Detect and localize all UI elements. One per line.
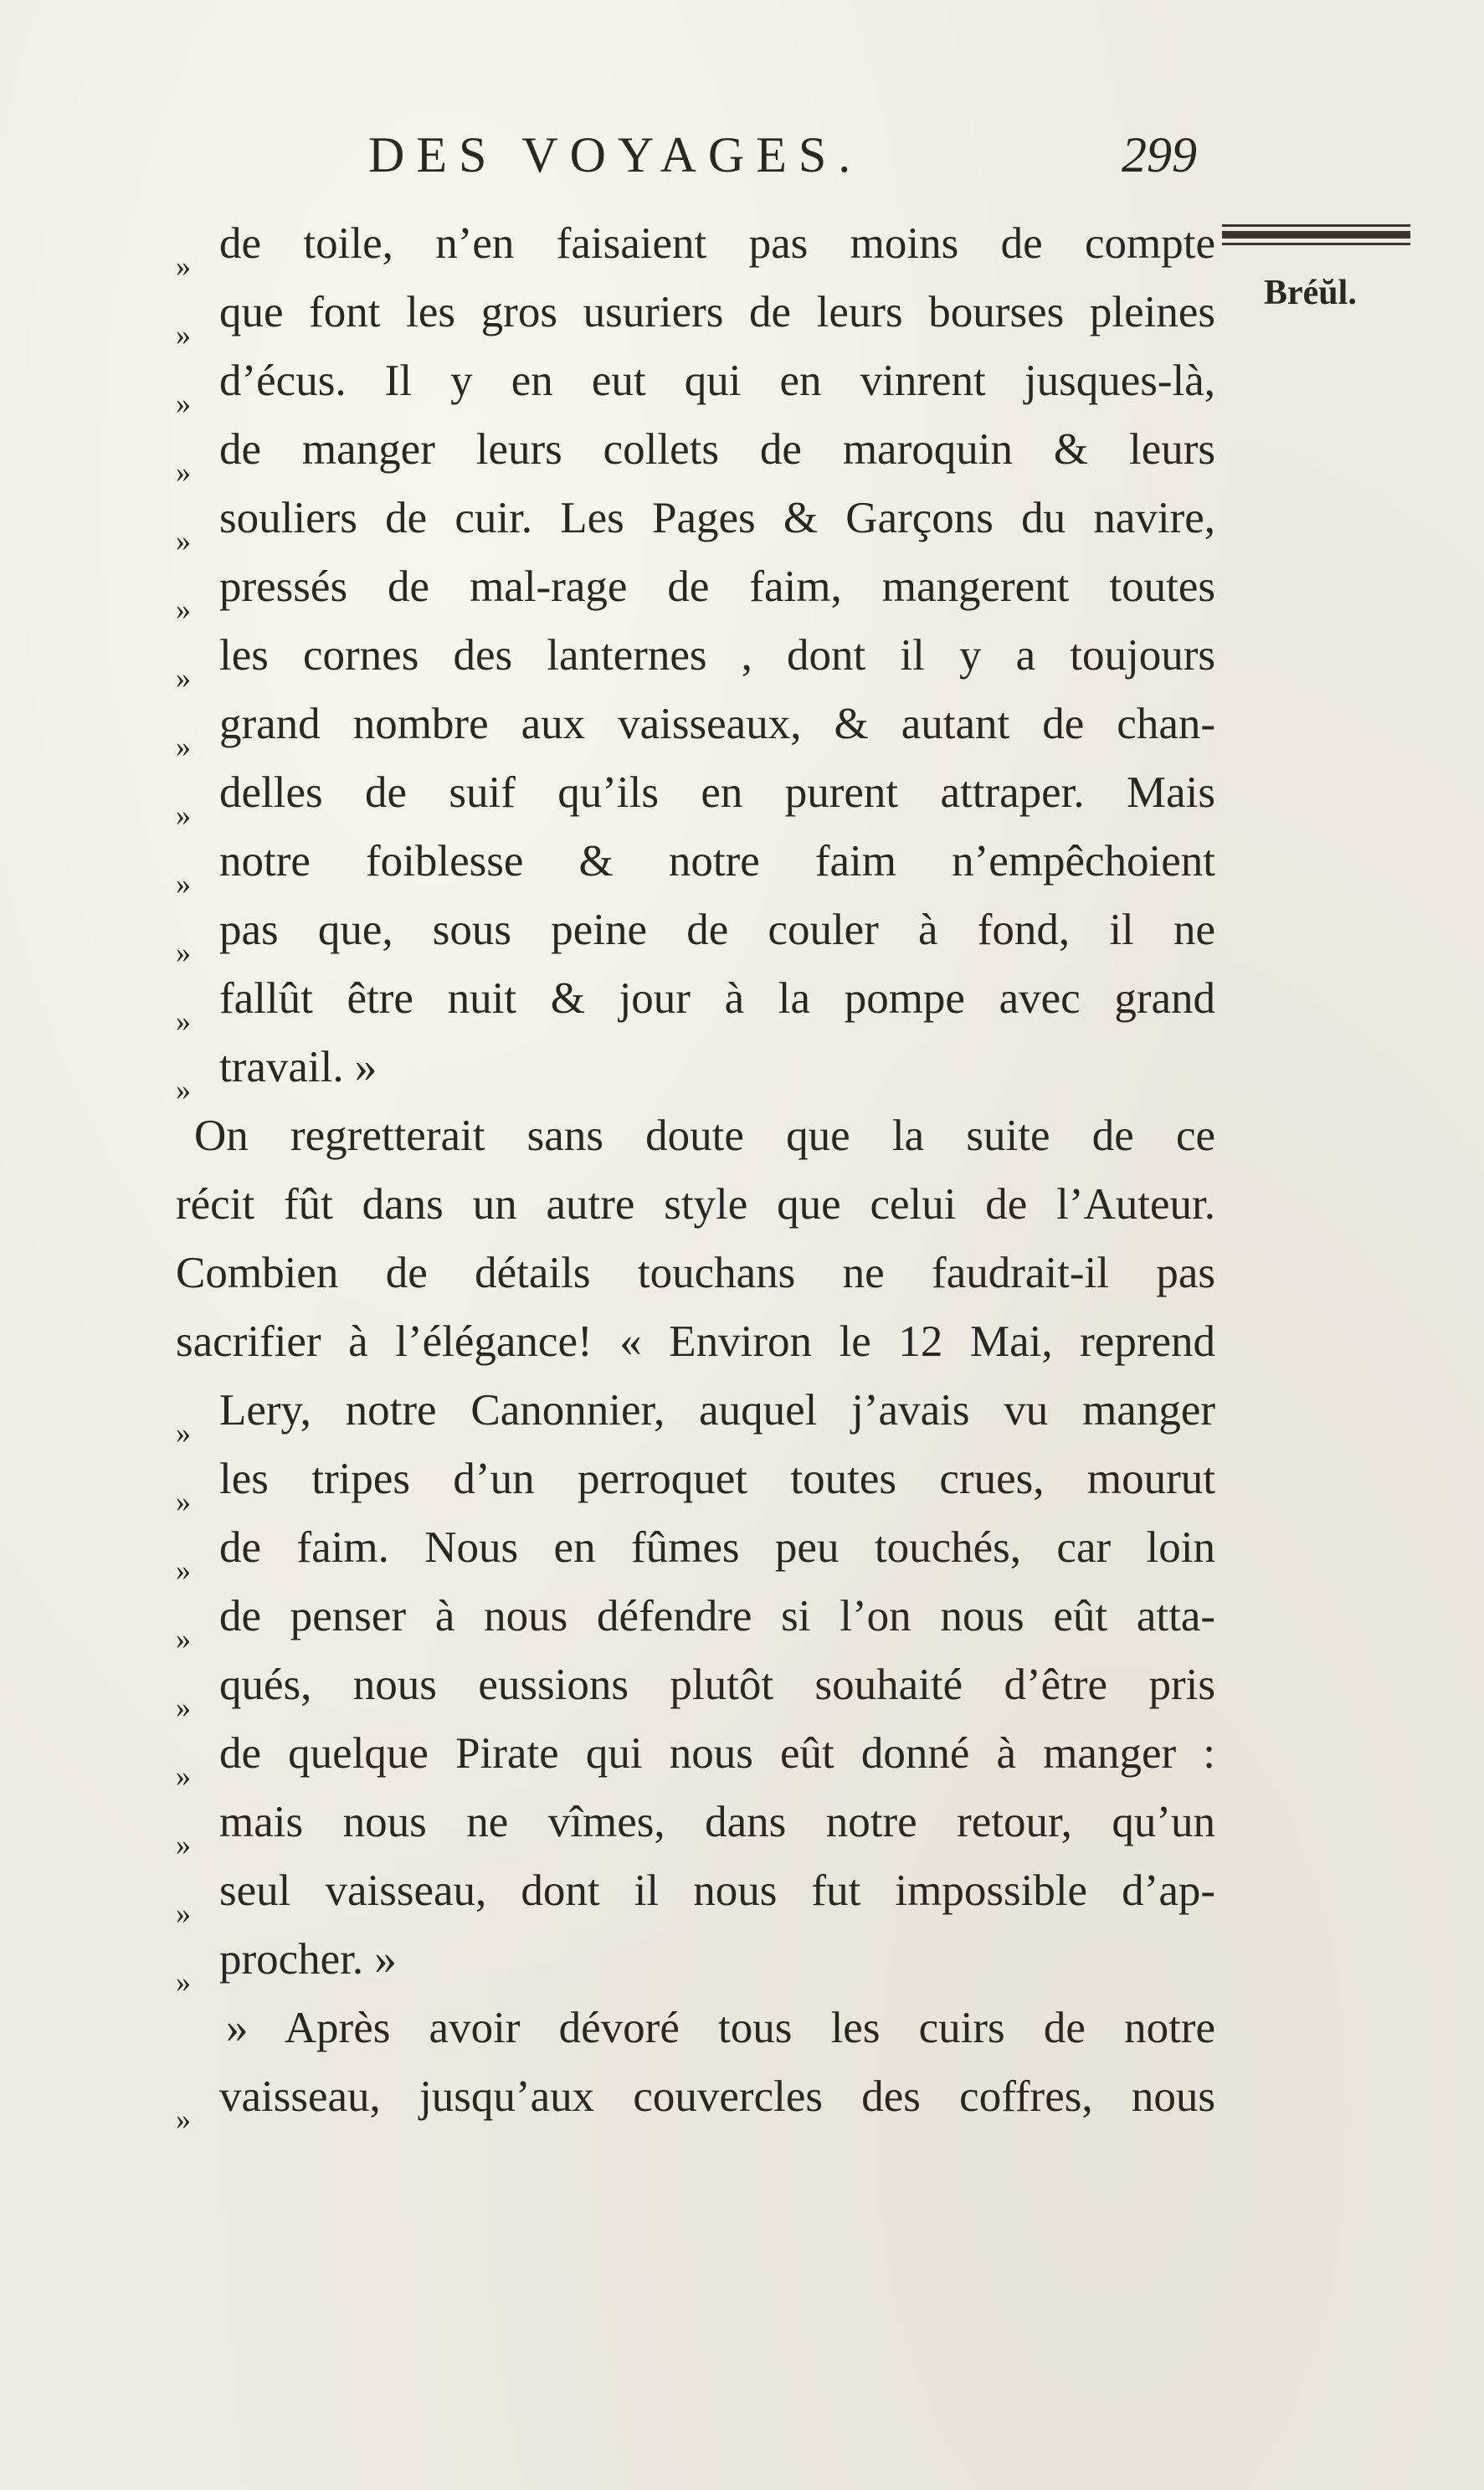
text-line: » fallût être nuit & jour à la pompe avec grand bbox=[176, 974, 1215, 1038]
text-line: » notre foiblesse & notre faim n’empêchoient bbox=[176, 837, 1215, 901]
text-line: » pas que, sous peine de couler à fond, il ne bbox=[176, 906, 1215, 969]
text-line: » pressés de mal-rage de faim, mangerent toutes bbox=[176, 562, 1215, 626]
text-line: » grand nombre aux vaisseaux, & autant de chan- bbox=[176, 700, 1215, 763]
text-line: » delles de suif qu’ils en purent attraper. Mais bbox=[176, 768, 1215, 832]
text-line: » travail. » bbox=[176, 1043, 377, 1106]
text-line: » que font les gros usuriers de leurs bourses pleines bbox=[176, 288, 1215, 352]
text-line: récit fût dans un autre style que celui de l’Auteur. bbox=[176, 1180, 1215, 1229]
marginal-rule-ornament bbox=[1222, 224, 1410, 258]
text-line: » souliers de cuir. Les Pages & Garçons du navire, bbox=[176, 494, 1215, 557]
text-line: » les cornes des lanternes , dont il y a toujours bbox=[176, 631, 1215, 695]
paragraph-start-line: » Après avoir dévoré tous les cuirs de notre bbox=[226, 2004, 1215, 2052]
text-line: » qués, nous eussions plutôt souhaité d’être pris bbox=[176, 1661, 1215, 1724]
text-line: » de penser à nous défendre si l’on nous eût atta- bbox=[176, 1592, 1215, 1656]
running-head-title: DES VOYAGES. bbox=[368, 127, 863, 182]
text-line: sacrifier à l’élégance! « Environ le 12 Mai, reprend bbox=[176, 1317, 1215, 1366]
paragraph-start-line: On regretterait sans doute que la suite de ce bbox=[194, 1112, 1215, 1160]
text-line: » Lery, notre Canonnier, auquel j’avais vu manger bbox=[176, 1386, 1215, 1450]
text-line: » de manger leurs collets de maroquin & leurs bbox=[176, 425, 1215, 489]
text-line: » mais nous ne vîmes, dans notre retour, qu’un bbox=[176, 1798, 1215, 1861]
text-line: » seul vaisseau, dont il nous fut impossible d’ap- bbox=[176, 1866, 1215, 1930]
running-head bbox=[368, 126, 1205, 184]
text-line: Combien de détails touchans ne faudrait-il pas bbox=[176, 1249, 1215, 1297]
marginal-note: Bréŭl. bbox=[1264, 274, 1357, 312]
text-line: » vaisseau, jusqu’aux couvercles des coffres, nous bbox=[176, 2072, 1215, 2136]
text-line: » d’écus. Il y en eut qui en vinrent jusques-là, bbox=[176, 357, 1215, 420]
text-line: » les tripes d’un perroquet toutes crues, mourut bbox=[176, 1455, 1215, 1518]
text-line: » de faim. Nous en fûmes peu touchés, car loin bbox=[176, 1523, 1215, 1587]
text-line: » de toile, n’en faisaient pas moins de compte bbox=[176, 219, 1215, 283]
body-text bbox=[176, 209, 1230, 2136]
text-line: » procher. » bbox=[176, 1935, 397, 1999]
text-line: » de quelque Pirate qui nous eût donné à manger : bbox=[176, 1729, 1215, 1793]
page-number: 299 bbox=[1122, 127, 1197, 182]
